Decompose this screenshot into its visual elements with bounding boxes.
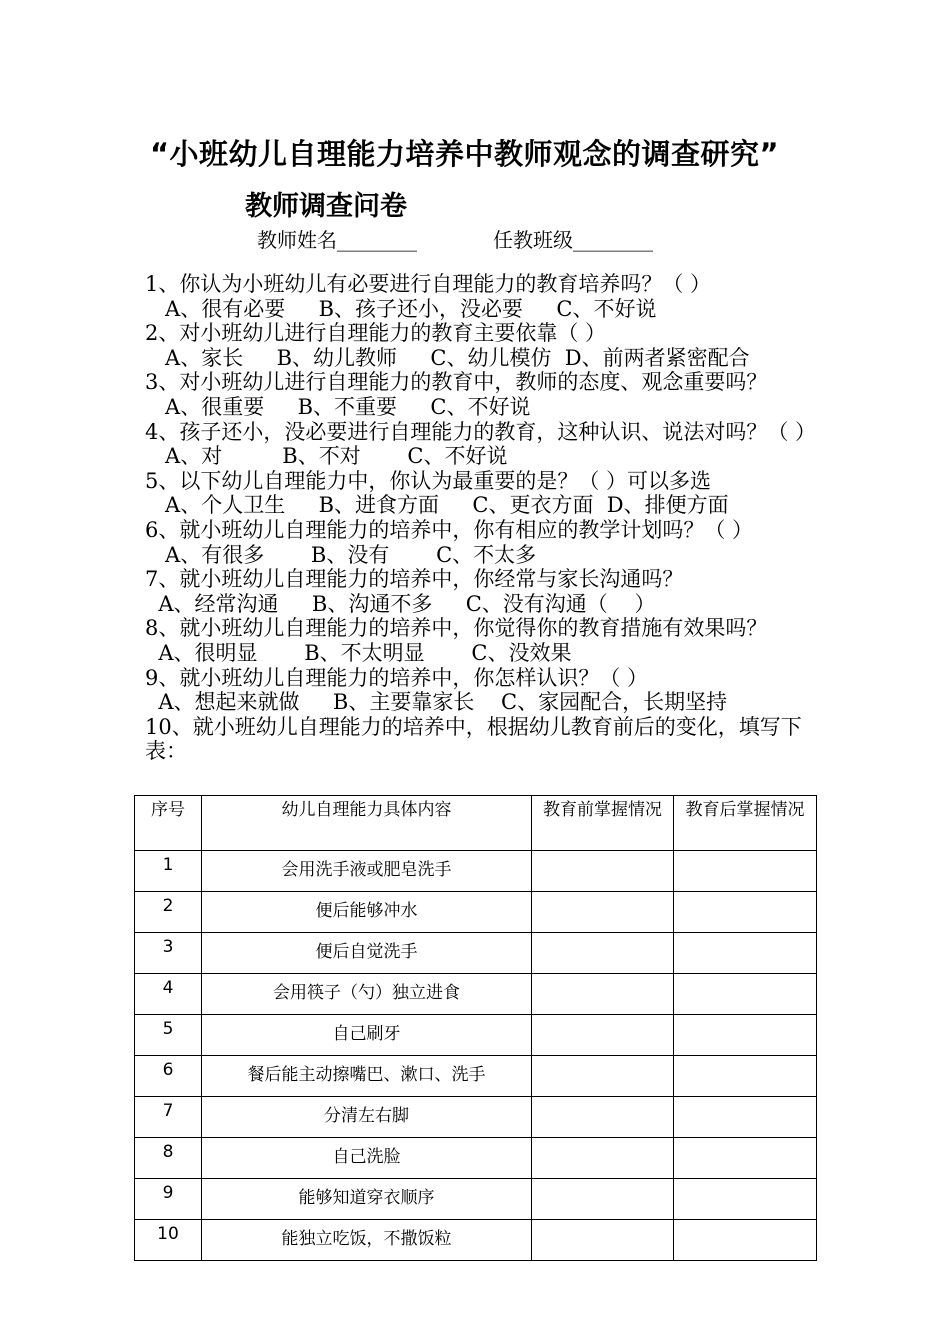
row-no: 2 [135,892,202,933]
row-no: 3 [135,933,202,974]
row-before-cell[interactable] [532,892,674,933]
row-after-cell[interactable] [674,892,817,933]
row-no: 5 [135,1015,202,1056]
row-after-cell[interactable] [674,974,817,1015]
question-8: 8、就小班幼儿自理能力的培养中，你觉得你的教育措施有效果吗？ [145,616,768,641]
header-after: 教育后掌握情况 [674,796,817,851]
table-row [135,851,817,892]
question-1-options: A、很有必要 B、孩子还小，没必要 C、不好说 [145,296,657,321]
table-header-row [135,796,817,851]
question-8-options: A、很明显 B、不太明显 C、没效果 [145,640,572,665]
table-row [135,1015,817,1056]
document-title: “小班幼儿自理能力培养中教师观念的调查研究” [150,137,780,171]
header-content: 幼儿自理能力具体内容 [202,796,532,851]
question-3-options: A、很重要 B、不重要 C、不好说 [145,394,531,419]
table-row [135,933,817,974]
table-row [135,1138,817,1179]
row-after-cell[interactable] [674,851,817,892]
question-1: 1、你认为小班幼儿有必要进行自理能力的教育培养吗？（ ） [145,272,712,296]
question-5-options: A、个人卫生 B、进食方面 C、更衣方面 D、排便方面 [145,493,729,518]
row-before-cell[interactable] [532,974,674,1015]
row-no: 1 [135,851,202,892]
row-no: 7 [135,1097,202,1138]
row-before-cell[interactable] [532,1015,674,1056]
row-content: 会用筷子（勺）独立进食 [202,974,532,1015]
question-9-options: A、想起来就做 B、主要靠家长 C、家园配合，长期坚持 [145,690,728,715]
row-no: 10 [135,1220,202,1261]
question-6: 6、就小班幼儿自理能力的培养中，你有相应的教学计划吗？（ ） [145,517,754,542]
row-after-cell[interactable] [674,1179,817,1220]
row-before-cell[interactable] [532,933,674,974]
row-before-cell[interactable] [532,1056,674,1097]
question-7: 7、就小班幼儿自理能力的培养中，你经常与家长沟通吗？ [145,567,684,592]
row-content: 会用洗手液或肥皂洗手 [202,851,532,892]
header-before: 教育前掌握情况 [532,796,674,851]
row-after-cell[interactable] [674,1138,817,1179]
table-row [135,892,817,933]
row-before-cell[interactable] [532,1097,674,1138]
row-after-cell[interactable] [674,933,817,974]
respondent-fields [257,224,653,253]
table-row [135,974,817,1015]
row-after-cell[interactable] [674,1056,817,1097]
row-no: 9 [135,1179,202,1220]
question-6-options: A、有很多 B、没有 C、不太多 [145,542,537,567]
row-content: 能独立吃饭，不撒饭粒 [202,1220,532,1261]
row-before-cell[interactable] [532,1179,674,1220]
row-after-cell[interactable] [674,1220,817,1261]
question-9: 9、就小班幼儿自理能力的培养中，你怎样认识？（ ） [145,665,649,690]
table-row [135,1056,817,1097]
row-content: 分清左右脚 [202,1097,532,1138]
table-row [135,1097,817,1138]
row-content: 自己刷牙 [202,1015,532,1056]
row-no: 6 [135,1056,202,1097]
question-10: 10、就小班幼儿自理能力的培养中，根据幼儿教育前后的变化，填写下表： [145,714,802,764]
table-row [135,1179,817,1220]
row-content: 便后能够冲水 [202,892,532,933]
row-content: 能够知道穿衣顺序 [202,1179,532,1220]
question-list [145,272,815,764]
question-3: 3、对小班幼儿进行自理能力的教育中，教师的态度、观念重要吗？ [145,370,768,395]
question-5: 5、以下幼儿自理能力中，你认为最重要的是？（ ）可以多选 [145,468,712,493]
question-4-options: A、对 B、不对 C、不好说 [145,444,508,469]
question-7-options: A、经常沟通 B、沟通不多 C、没有沟通（ ） [145,591,656,616]
ability-table [134,795,817,1261]
row-before-cell[interactable] [532,1220,674,1261]
teacher-name-field: 教师姓名________ [257,228,417,252]
table-row [135,1220,817,1261]
row-no: 4 [135,974,202,1015]
row-after-cell[interactable] [674,1015,817,1056]
row-no: 8 [135,1138,202,1179]
class-field: 任教班级________ [493,228,653,252]
row-before-cell[interactable] [532,1138,674,1179]
row-after-cell[interactable] [674,1097,817,1138]
question-2: 2、对小班幼儿进行自理能力的教育主要依靠（ ） [145,321,607,346]
question-4: 4、孩子还小，没必要进行自理能力的教育，这种认识、说法对吗？（ ） [145,419,817,444]
row-content: 便后自觉洗手 [202,933,532,974]
row-content: 自己洗脸 [202,1138,532,1179]
row-content: 餐后能主动擦嘴巴、漱口、洗手 [202,1056,532,1097]
row-before-cell[interactable] [532,851,674,892]
document-subtitle: 教师调查问卷 [245,191,407,222]
question-2-options: A、家长 B、幼儿教师 C、幼儿模仿 D、前两者紧密配合 [145,345,750,370]
header-no: 序号 [135,796,202,851]
